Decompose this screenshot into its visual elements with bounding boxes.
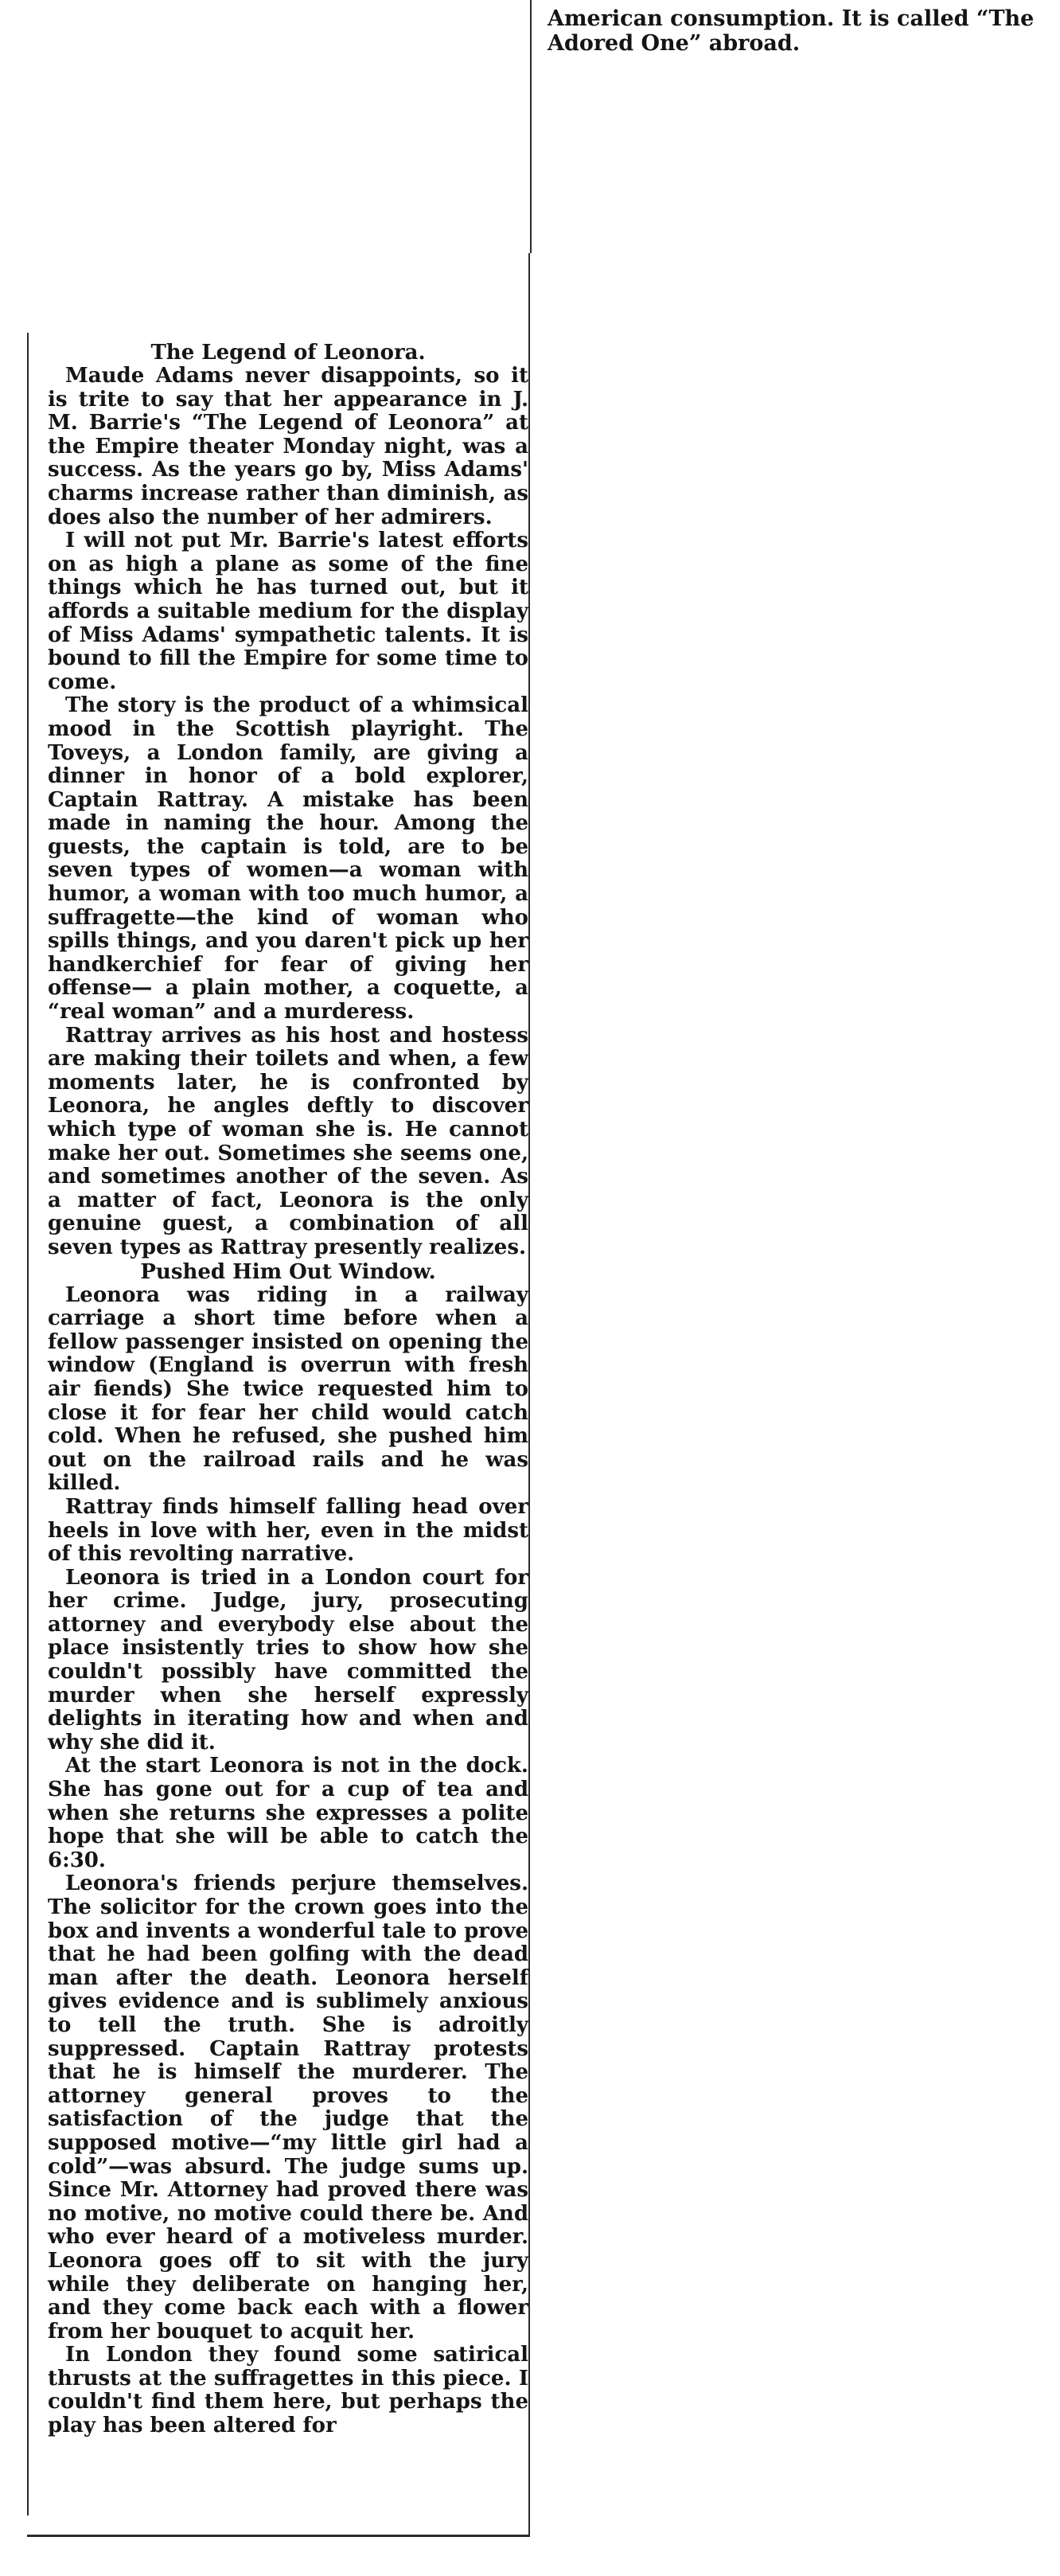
article-title: The Legend of Leonora. — [150, 341, 426, 365]
article-paragraph: I will not put Mr. Barrie's latest efforts on as high a plane as some of the fine things which he has turned out, but it affords a suitable medium for the display of Miss Adams' sympathetic talents. It is bound to fill the Empire for some time to come. — [48, 529, 528, 694]
article-paragraph: Rattray finds himself falling head over heels in love with her, even in the midst of this revolting narrative. — [48, 1494, 528, 1567]
continued-column-snippet — [548, 6, 1041, 56]
article-column — [48, 341, 528, 2438]
article-paragraph: Leonora was riding in a railway carriage a short time before when a fellow passenger insisted on opening the window (England is overrun with fresh air fiends) She twice requested him to close it for fear her child would catch cold. When he refused, she pushed him out on the railroad rails and he was killed. — [48, 1282, 528, 1496]
bottom-rule — [27, 2535, 530, 2537]
snippet-text: American consumption. It is called “The Adored One” abroad. — [548, 6, 1035, 56]
left-margin-rule — [27, 333, 29, 2516]
column-divider-rule-lower — [528, 253, 530, 2536]
article-paragraph: Leonora is tried in a London court for her crime. Judge, jury, prosecuting attorney and everybody else about the place insistently tries to show how she couldn't possibly have committed the murder when she herself expressly delights in iterating how and when and why she did it. — [48, 1565, 528, 1754]
article-paragraph: Rattray arrives as his host and hostess are making their toilets and when, a few moments later, he is confronted by Leonora, he angles deftly to discover which type of woman she is. He cannot make her out. Sometimes she seems one, and sometimes another of the seven. As a matter of fact, Leonora is the only genuine guest, a combination of all seven types as Rattray presently realizes. — [48, 1023, 528, 1259]
article-paragraph: In London they found some satirical thrusts at the suffragettes in this piece. I couldn't find them here, but perhaps the play has been altered for — [48, 2343, 528, 2438]
column-divider-rule — [530, 0, 532, 253]
article-paragraph: At the start Leonora is not in the dock. She has gone out for a cup of tea and when she returns she expresses a polite hope that she will be able to catch the 6:30. — [48, 1754, 528, 1872]
article-paragraph: Maude Adams never disappoints, so it is trite to say that her appearance in J. M. Barrie's “The Legend of Leonora” at the Empire theater Monday night, was a success. As the years go by, Miss Adams' charms increase rather than diminish, as does also the number of her admirers. — [48, 364, 528, 529]
article-subheading: Pushed Him Out Window. — [140, 1259, 436, 1284]
article-paragraph: The story is the product of a whimsical mood in the Scottish playright. The Toveys, a London family, are giving a dinner in honor of a bold explorer, Captain Rattray. A mistake has been made in naming the hour. Among the guests, the captain is told, are to be seven types of women—a woman with humor, a woman with too much humor, a suffragette—the kind of woman who spills things, and you daren't pick up her handkerchief for fear of giving her offense— a plain mother, a coquette, a “real woman” and a murderess. — [48, 693, 528, 1025]
article-paragraph: Leonora's friends perjure themselves. The solicitor for the crown goes into the box and invents a wonderful tale to prove that he had been golfing with the dead man after the death. Leonora herself gives evidence and is sublimely anxious to tell the truth. She is adroitly suppressed. Captain Rattray protests that he is himself the murderer. The attorney general proves to the satisfaction of the judge that the supposed motive—“my little girl had a cold”—was absurd. The judge sums up. Since Mr. Attorney had proved there was no motive, no motive could there be. And who ever heard of a motiveless murder. Leonora goes off to sit with the jury while they deliberate on hanging her, and they come back each with a flower from her bouquet to acquit her. — [48, 1872, 528, 2344]
